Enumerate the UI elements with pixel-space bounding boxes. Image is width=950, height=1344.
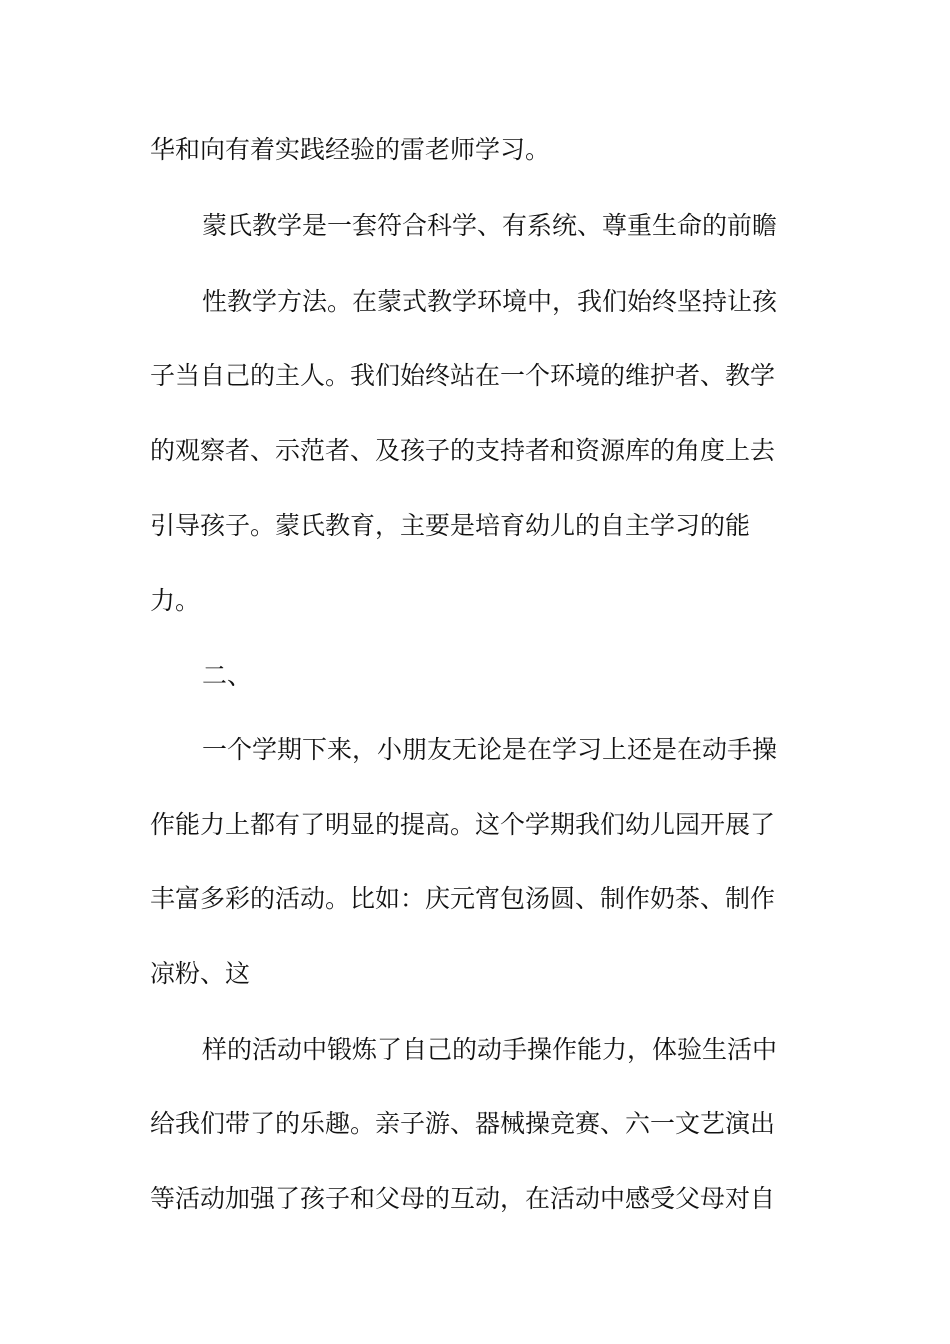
text-line: 力。 xyxy=(150,586,201,615)
section-heading: 二、 xyxy=(202,661,253,690)
text-line: 华和向有着实践经验的雷老师学习。 xyxy=(150,135,551,164)
text-line: 引导孩子。蒙氏教育，主要是培育幼儿的自主学习的能 xyxy=(150,511,751,540)
text-line: 凉粉、这 xyxy=(150,959,251,988)
text-line: 等活动加强了孩子和父母的互动，在活动中感受父母对自 xyxy=(150,1184,776,1213)
text-line: 子当自己的主人。我们始终站在一个环境的维护者、教学 xyxy=(150,361,776,390)
paragraph-start-line: 蒙氏教学是一套符合科学、有系统、尊重生命的前瞻 xyxy=(202,211,778,240)
text-line: 丰富多彩的活动。比如：庆元宵包汤圆、制作奶茶、制作 xyxy=(150,884,776,913)
text-line: 性教学方法。在蒙式教学环境中，我们始终坚持让孩 xyxy=(202,287,778,316)
paragraph-start-line: 样的活动中锻炼了自己的动手操作能力，体验生活中 xyxy=(202,1035,778,1064)
text-line: 给我们带了的乐趣。亲子游、器械操竞赛、六一文艺演出 xyxy=(150,1109,776,1138)
text-line: 作能力上都有了明显的提高。这个学期我们幼儿园开展了 xyxy=(150,810,776,839)
paragraph-start-line: 一个学期下来，小朋友无论是在学习上还是在动手操 xyxy=(202,735,778,764)
text-line: 的观察者、示范者、及孩子的支持者和资源库的角度上去 xyxy=(150,436,776,465)
